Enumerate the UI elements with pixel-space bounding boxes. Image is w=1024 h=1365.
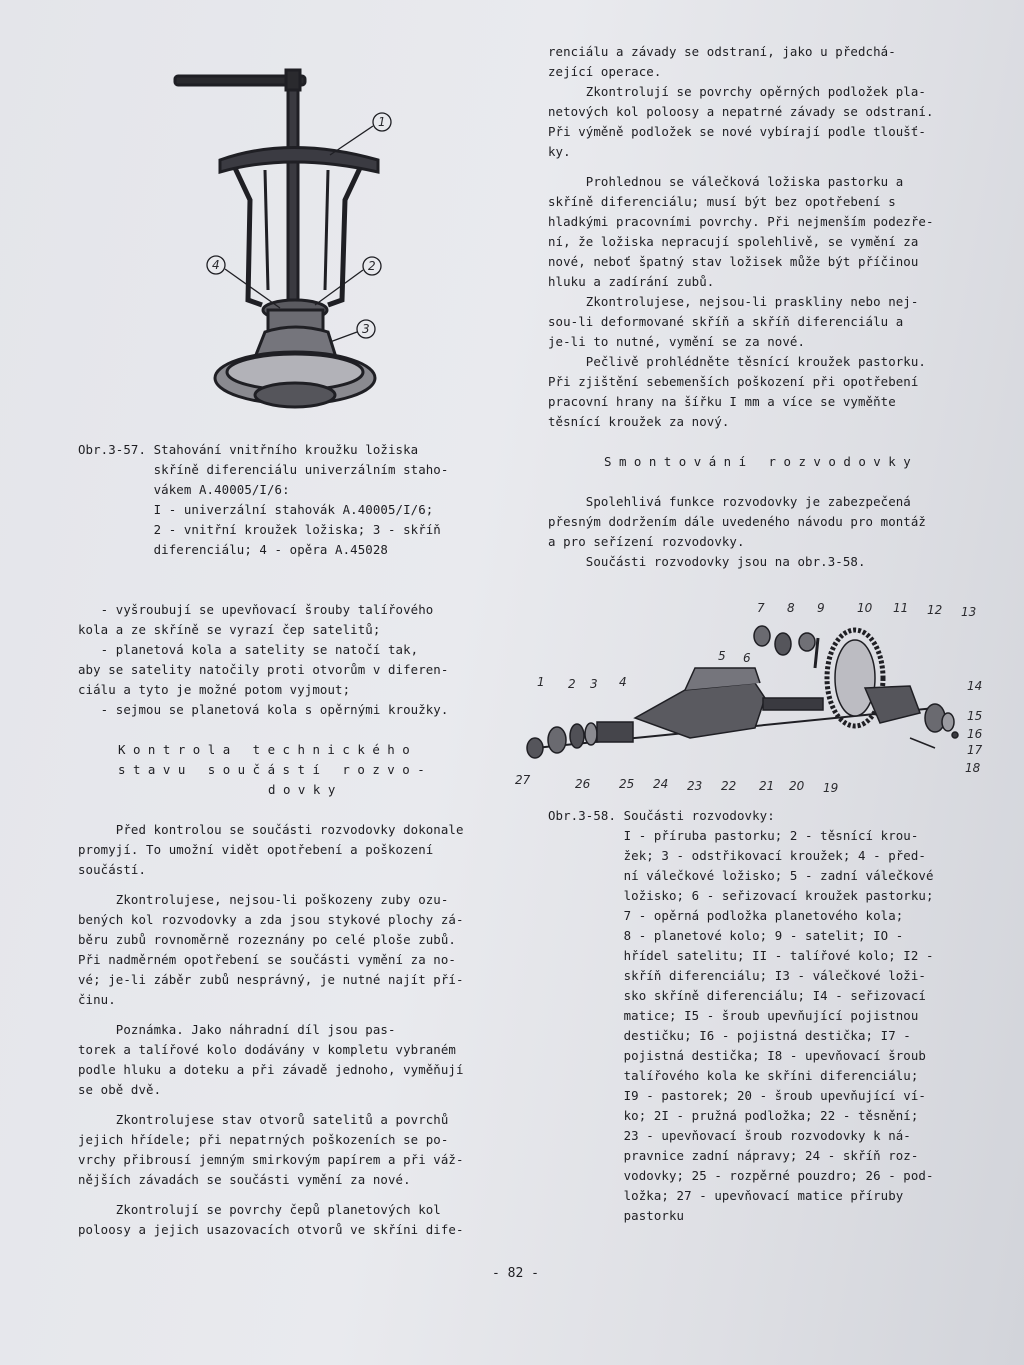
figure-2-label-3: 3 — [590, 677, 598, 691]
text-line: nové, neboť špatný stav ložisek může být příčinou — [548, 254, 919, 269]
text-line: Spolehlivá funkce rozvodovky je zabezpečená — [548, 494, 911, 509]
caption-line: I - univerzální stahovák A.40005/I/6; — [78, 502, 434, 517]
figure-2-label-4: 4 — [619, 675, 627, 689]
differential-parts-exploded-view — [515, 598, 1005, 798]
paragraph — [548, 172, 988, 292]
text-line: Součásti rozvodovky jsou na obr.3-58. — [548, 554, 866, 569]
figure-1-label-4: 4 — [212, 258, 220, 272]
text-line: Při výměně podložek se nové vybírají podle tloušť- — [548, 124, 926, 139]
figure-2-label-6: 6 — [743, 651, 751, 665]
figure-2-label-12: 12 — [927, 603, 943, 617]
bearing-puller-illustration — [150, 60, 400, 440]
text-line: ní, že ložiska nepracují spolehlivě, se vymění za — [548, 234, 919, 249]
page-number: - 82 - — [492, 1266, 539, 1281]
caption-line: ní válečkové ložisko; 5 - zadní válečkové — [548, 868, 934, 883]
text-line: poloosy a jejich usazovacích otvorů ve skříni dife- — [78, 1222, 464, 1237]
caption-line: destičku; I6 - pojistná destička; I7 - — [548, 1028, 911, 1043]
text-line: Pečlivě prohlédněte těsnící kroužek pastorku. — [548, 354, 926, 369]
heading-line: dovky — [268, 782, 343, 797]
caption-line: diferenciálu; 4 - opěra A.45028 — [78, 542, 388, 557]
figure-2-label-2: 2 — [568, 677, 576, 691]
figure-2-label-14: 14 — [967, 679, 983, 693]
paragraph — [548, 82, 988, 162]
paragraph — [78, 820, 508, 880]
text-line: podle hluku a doteku a při závadě jednoho, vyměňují — [78, 1062, 464, 1077]
caption-line: I - příruba pastorku; 2 - těsnící krou- — [548, 828, 919, 843]
caption-line: 7 - opěrná podložka planetového kola; — [548, 908, 904, 923]
caption-line: ložisko; 6 - seřizovací kroužek pastorku; — [548, 888, 934, 903]
text-line: vrchy přibrousí jemným smirkovým papírem a při váž- — [78, 1152, 464, 1167]
text-line: běru zubů rovnoměrně rozeznány po celé ploše zubů. — [78, 932, 456, 947]
list-line: ciálu a tyto je možné potom vyjmout; — [78, 682, 351, 697]
figure-2-label-24: 24 — [653, 777, 669, 791]
text-line: renciálu a závady se odstraní, jako u předchá- — [548, 44, 896, 59]
caption-line: ko; 2I - pružná podložka; 22 - těsnění; — [548, 1108, 919, 1123]
caption-line: vákem A.40005/I/6: — [78, 482, 290, 497]
figure-2-label-22: 22 — [721, 779, 737, 793]
caption-line: I9 - pastorek; 20 - šroub upevňující ví- — [548, 1088, 926, 1103]
paragraph — [78, 890, 508, 1010]
caption-line: hřídel satelitu; II - talířové kolo; I2 - — [548, 948, 934, 963]
caption-line: pastorku — [548, 1208, 685, 1223]
text-line: hladkými pracovními povrchy. Při nejmenším podezře- — [548, 214, 934, 229]
paragraph — [78, 1110, 508, 1190]
text-line: se obě dvě. — [78, 1082, 162, 1097]
figure-1-label-3: 3 — [362, 322, 370, 336]
figure-2-label-9: 9 — [817, 601, 825, 615]
paragraph — [548, 42, 988, 82]
figure-2-label-23: 23 — [687, 779, 703, 793]
figure-2-label-26: 26 — [575, 777, 591, 791]
text-line: sou-li deformované skříň a skříň diferenciálu a — [548, 314, 904, 329]
caption-line: vodovky; 25 - rozpěrné pouzdro; 26 - pod- — [548, 1168, 934, 1183]
caption-line: talířového kola ke skříni diferenciálu; — [548, 1068, 919, 1083]
figure-2-label-18: 18 — [965, 761, 981, 775]
list-line: kola a ze skříně se vyrazí čep satelitů; — [78, 622, 381, 637]
text-line: netových kol poloosy a nepatrné závady se odstraní. — [548, 104, 934, 119]
text-line: Zkontrolujese stav otvorů satelitů a povrchů — [78, 1112, 449, 1127]
figure-2-label-20: 20 — [789, 779, 805, 793]
figure-2-caption — [548, 806, 1008, 1226]
caption-line: 8 - planetové kolo; 9 - satelit; IO - — [548, 928, 904, 943]
figure-1-label-2: 2 — [368, 259, 376, 273]
text-line: je-li to nutné, vymění se za nové. — [548, 334, 806, 349]
figure-2-label-1: 1 — [537, 675, 545, 689]
caption-line: matice; I5 - šroub upevňující pojistnou — [548, 1008, 919, 1023]
caption-line: Obr.3-58. Součásti rozvodovky: — [548, 808, 775, 823]
text-line: vé; je-li záběr zubů nesprávný, je nutné najít pří- — [78, 972, 464, 987]
figure-2-label-15: 15 — [967, 709, 983, 723]
text-line: těsnící kroužek za nový. — [548, 414, 730, 429]
figure-2-label-27: 27 — [515, 773, 531, 787]
list-line: - planetová kola a satelity se natočí tak, — [78, 642, 419, 657]
text-line: přesným dodržením dále uvedeného návodu pro montáž — [548, 514, 926, 529]
figure-2-label-7: 7 — [757, 601, 765, 615]
paragraph — [548, 492, 988, 552]
paragraph — [78, 1200, 508, 1240]
text-line: promyjí. To umožní vidět opotřebení a poškození — [78, 842, 434, 857]
figure-2-label-19: 19 — [823, 781, 839, 795]
caption-line: sko skříně diferenciálu; I4 - seřizovací — [548, 988, 926, 1003]
disassembly-list — [78, 600, 508, 720]
text-line: Při zjištění sebemenších poškození při opotřebení — [548, 374, 919, 389]
text-line: nějších závadách se součásti vymění za nové. — [78, 1172, 411, 1187]
text-line: Při nadměrném opotřebení se součásti vymění za no- — [78, 952, 456, 967]
section-heading-assembly: Smontování rozvodovky — [604, 454, 919, 469]
figure-1-label-1: 1 — [378, 115, 386, 129]
heading-line: stavu součástí rozvo- — [118, 762, 433, 777]
figure-2-label-17: 17 — [967, 743, 983, 757]
text-line: skříně diferenciálu; musí být bez opotřebení s — [548, 194, 896, 209]
figure-2-label-8: 8 — [787, 601, 795, 615]
text-line: zející operace. — [548, 64, 662, 79]
text-line: Zkontrolují se povrchy čepů planetových kol — [78, 1202, 441, 1217]
caption-line: skříně diferenciálu univerzálním staho- — [78, 462, 449, 477]
paragraph — [548, 352, 988, 432]
figure-2-label-11: 11 — [893, 601, 909, 615]
text-line: ky. — [548, 144, 571, 159]
figure-2-label-10: 10 — [857, 601, 873, 615]
text-line: činu. — [78, 992, 116, 1007]
text-line: Poznámka. Jako náhradní díl jsou pas- — [78, 1022, 396, 1037]
caption-line: Obr.3-57. Stahování vnitřního kroužku ložiska — [78, 442, 419, 457]
text-line: Prohlednou se válečková ložiska pastorku a — [548, 174, 904, 189]
caption-line: pravnice zadní nápravy; 24 - skříň roz- — [548, 1148, 919, 1163]
list-line: aby se satelity natočily proti otvorům v diferen- — [78, 662, 449, 677]
caption-line: ložka; 27 - upevňovací matice příruby — [548, 1188, 904, 1203]
figure-2-label-5: 5 — [718, 649, 726, 663]
caption-line: žek; 3 - odstřikovací kroužek; 4 - před- — [548, 848, 926, 863]
text-line: bených kol rozvodovky a zda jsou stykové plochy zá- — [78, 912, 464, 927]
paragraph — [548, 292, 988, 352]
list-line: - vyšroubují se upevňovací šrouby talířového — [78, 602, 434, 617]
caption-line: pojistná destička; I8 - upevňovací šroub — [548, 1048, 926, 1063]
text-line: pracovní hrany na šířku I mm a více se vyměňte — [548, 394, 896, 409]
text-line: Zkontrolují se povrchy opěrných podložek pla- — [548, 84, 926, 99]
section-heading-inspection — [78, 740, 508, 800]
heading-line: Kontrola technického — [118, 742, 418, 757]
text-line: součástí. — [78, 862, 147, 877]
caption-line: 23 - upevňovací šroub rozvodovky k ná- — [548, 1128, 911, 1143]
left-column — [78, 440, 508, 1240]
text-line: jejich hřídele; při nepatrných poškozeních se po- — [78, 1132, 449, 1147]
text-line: Před kontrolou se součásti rozvodovky dokonale — [78, 822, 464, 837]
text-line: hluku a zadírání zubů. — [548, 274, 715, 289]
text-line: torek a talířové kolo dodávány v kompletu vybraném — [78, 1042, 456, 1057]
figure-2-label-25: 25 — [619, 777, 635, 791]
caption-line: skříň diferenciálu; I3 - válečkové loži- — [548, 968, 926, 983]
list-line: - sejmou se planetová kola s opěrnými kroužky. — [78, 702, 449, 717]
note-paragraph — [78, 1020, 508, 1100]
figure-2-label-13: 13 — [961, 605, 977, 619]
text-line: a pro seřízení rozvodovky. — [548, 534, 745, 549]
caption-line: 2 - vnitřní kroužek ložiska; 3 - skříň — [78, 522, 441, 537]
text-line: Zkontrolujese, nejsou-li praskliny nebo nej- — [548, 294, 919, 309]
figure-2-label-21: 21 — [759, 779, 775, 793]
figure-2-label-16: 16 — [967, 727, 983, 741]
figure-1-caption — [78, 440, 508, 560]
paragraph — [548, 552, 988, 572]
text-line: Zkontrolujese, nejsou-li poškozeny zuby ozu- — [78, 892, 449, 907]
right-column — [548, 42, 988, 572]
